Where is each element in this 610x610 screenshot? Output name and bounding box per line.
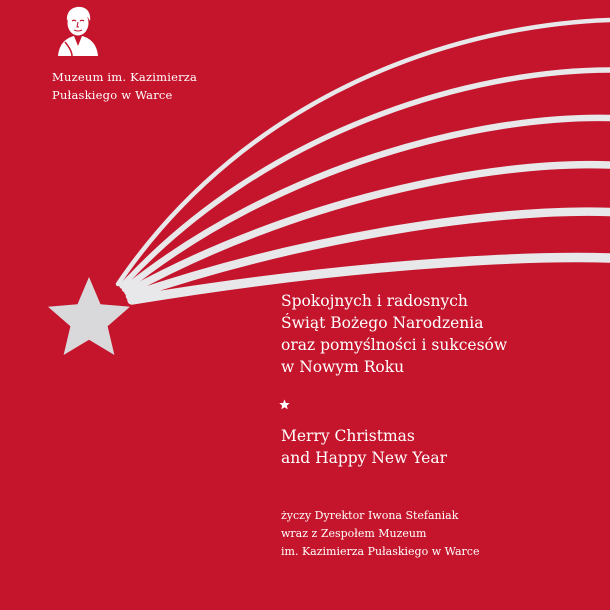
greeting-polish-line-2: Świąt Bożego Narodzenia <box>281 314 484 332</box>
portrait-logo-icon <box>50 2 106 58</box>
museum-name <box>52 68 197 104</box>
greeting-polish-line-1: Spokojnych i radosnych <box>281 292 468 310</box>
greeting-english-line-1: Merry Christmas <box>281 427 415 445</box>
greeting-polish-line-3: oraz pomyślności i sukcesów <box>281 336 508 354</box>
museum-name-line-2: Pułaskiego w Warce <box>52 88 173 102</box>
greeting-english <box>281 425 447 469</box>
signature <box>281 507 479 561</box>
small-star-icon <box>279 399 290 410</box>
big-star <box>48 277 130 355</box>
signature-line-3: im. Kazimierza Pułaskiego w Warce <box>281 545 480 558</box>
museum-name-line-1: Muzeum im. Kazimierza <box>52 70 198 84</box>
signature-line-1: życzy Dyrektor Iwona Stefaniak <box>281 509 459 522</box>
star-ribbons <box>118 20 610 300</box>
greeting-english-line-2: and Happy New Year <box>281 449 447 467</box>
signature-line-2: wraz z Zespołem Muzeum <box>281 527 427 540</box>
ribbon-3 <box>125 118 610 289</box>
greeting-polish-line-4: w Nowym Roku <box>281 358 405 376</box>
greeting-polish <box>281 290 507 378</box>
